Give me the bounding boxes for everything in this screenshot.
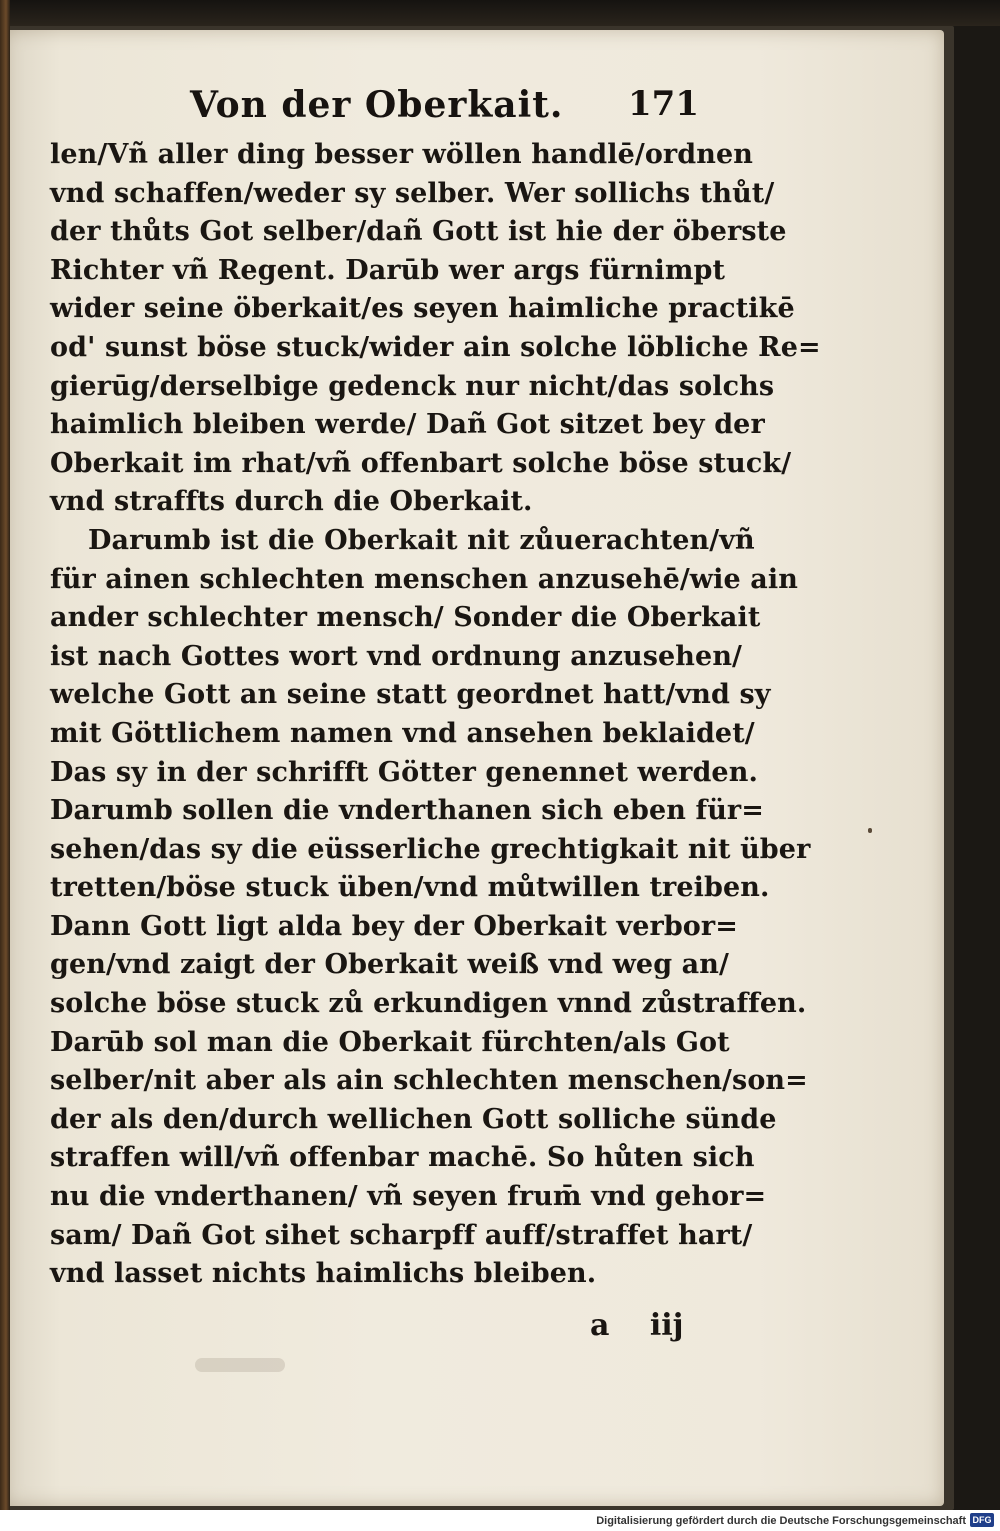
text-line: der thůts Got selber/dañ Gott ist hie der öberste [50,216,787,248]
text-line: selber/nit aber als ain schlechten menschen/son= [50,1065,808,1097]
text-line: vnd schaffen/weder sy selber. Wer sollichs thůt/ [50,177,775,209]
page-number: 171 [628,84,699,124]
text-line: Richter vñ Regent. Darūb wer args fürnimpt [50,254,726,286]
text-line: Das sy in der schrifft Götter genennet werden. [50,756,758,788]
text-line: Dann Gott ligt alda bey der Oberkait verbor= [50,910,738,942]
text-line: sam/ Dañ Got sihet scharpff auff/straffet hart/ [50,1219,753,1251]
text-line: haimlich bleiben werde/ Dañ Got sitzet bey der [50,409,765,441]
ink-speck [868,828,872,833]
text-line: tretten/böse stuck üben/vnd můtwillen treiben. [50,872,770,904]
book-binding-edge [0,0,10,1531]
text-line: Darumb sollen die vnderthanen sich eben für= [50,795,764,827]
running-head: Von der Oberkait. [190,84,564,126]
text-line: mit Göttlichem namen vnd ansehen beklaidet/ [50,717,755,749]
dfg-logo-icon: DFG [970,1513,994,1527]
text-line: ist nach Gottes wort vnd ordnung anzusehen/ [50,640,743,672]
text-line: für ainen schlechten menschen anzusehē/wie ain [50,563,798,595]
text-line: Oberkait im rhat/vñ offenbart solche böse stuck/ [50,447,792,479]
text-line: vnd straffts durch die Oberkait. [50,486,533,518]
pencil-smudge [195,1358,285,1372]
digitization-credit: Digitalisierung gefördert durch die Deutsche Forschungsgemeinschaft [596,1515,966,1527]
text-line: vnd lasset nichts haimlichs bleiben. [50,1258,597,1290]
text-line: welche Gott an seine statt geordnet hatt/vnd sy [50,679,771,711]
text-line: der als den/durch wellichen Gott solliche sünde [50,1103,777,1135]
text-line: sehen/das sy die eüsserliche grechtigkait nit über [50,833,811,865]
text-line: wider seine öberkait/es seyen haimliche practikē [50,293,795,325]
paragraph-start-line: Darumb ist die Oberkait nit zůuerachten/vñ [88,524,755,556]
text-line: len/Vñ aller ding besser wöllen handlē/ordnen [50,139,753,170]
text-line: straffen will/vñ offenbar machē. So hůten sich [50,1142,755,1174]
text-line: solche böse stuck zů erkundigen vnnd zůstraffen. [50,988,807,1020]
signature-mark: a iij [590,1308,684,1343]
text-line: Darūb sol man die Oberkait fürchten/als Got [50,1026,730,1058]
text-line: nu die vnderthanen/ vñ seyen frum̄ vnd gehor= [50,1181,767,1213]
text-line: gen/vnd zaigt der Oberkait weiß vnd weg an/ [50,949,729,981]
scan-top-edge [0,0,1000,26]
body-text [50,136,821,1294]
text-line: ander schlechter mensch/ Sonder die Oberkait [50,602,761,634]
text-line: gierūg/derselbige gedenck nur nicht/das solchs [50,370,775,402]
text-line: od' sunst böse stuck/wider ain solche löbliche Re= [50,331,821,363]
